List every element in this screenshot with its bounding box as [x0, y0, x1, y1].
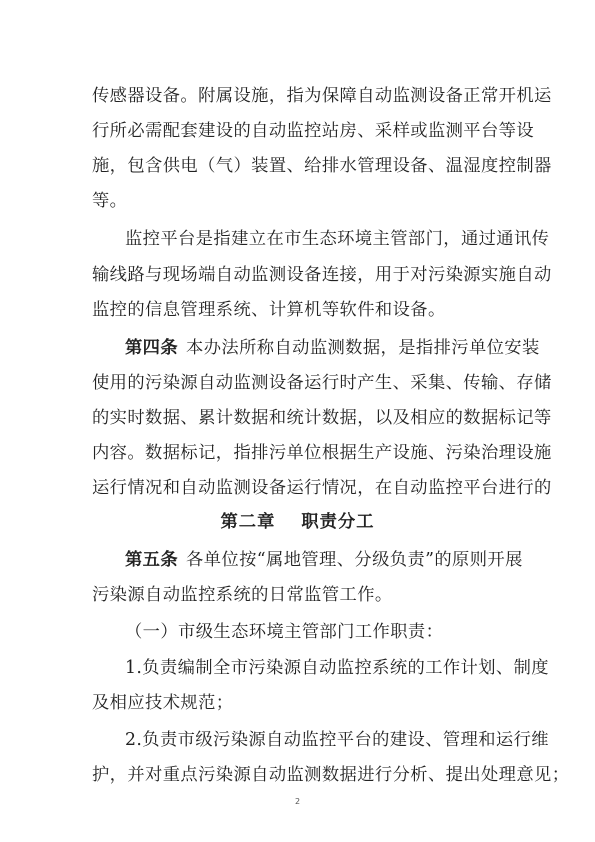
article-5-first-line [125, 550, 523, 570]
article-5-text: 各单位按“属地管理、分级负责”的原则开展 [186, 550, 523, 570]
paragraph-line: 施，包含供电（气）装置、给排水管理设备、温湿度控制器 [92, 156, 552, 176]
paragraph-line: 的实时数据、累计数据和统计数据，以及相应的数据标记等 [92, 408, 552, 428]
chapter-title: 职责分工 [301, 512, 375, 532]
chapter-number: 第二章 [220, 512, 276, 532]
paragraph-line: 内容。数据标记，指排污单位根据生产设施、污染治理设施 [92, 443, 552, 463]
paragraph-line: 行所必需配套建设的自动监控站房、采样或监测平台等设 [92, 121, 535, 141]
article-4-text: 本办法所称自动监测数据，是指排污单位安装 [186, 338, 540, 358]
list-item: 1.负责编制全市污染源自动监控系统的工作计划、制度 [125, 658, 549, 678]
page-number: 2 [294, 797, 301, 806]
section-heading: （一）市级生态环境主管部门工作职责： [125, 622, 444, 642]
paragraph-line: 运行情况和自动监测设备运行情况，在自动监控平台进行的 [92, 478, 552, 498]
paragraph-line: 等。 [92, 191, 128, 211]
paragraph-line: 污染源自动监控系统的日常监管工作。 [92, 585, 393, 605]
list-item-continuation: 护，并对重点污染源自动监测数据进行分析、提出处理意见； [92, 765, 570, 785]
paragraph-line: 监控的信息管理系统、计算机等软件和设备。 [92, 300, 446, 320]
article-4-label: 第四条 [125, 338, 179, 358]
paragraph-line: 监控平台是指建立在市生态环境主管部门，通过通讯传 [125, 229, 550, 249]
list-item: 2.负责市级污染源自动监控平台的建设、管理和运行维 [125, 730, 549, 750]
paragraph-line: 使用的污染源自动监测设备运行时产生、采集、传输、存储 [92, 373, 552, 393]
article-5-label: 第五条 [125, 550, 179, 570]
article-4-first-line [125, 338, 540, 358]
chapter-heading [0, 512, 595, 532]
paragraph-line: 输线路与现场端自动监测设备连接，用于对污染源实施自动 [92, 265, 552, 285]
list-item-continuation: 及相应技术规范； [92, 693, 234, 713]
paragraph-line: 传感器设备。附属设施，指为保障自动监测设备正常开机运 [92, 86, 552, 106]
